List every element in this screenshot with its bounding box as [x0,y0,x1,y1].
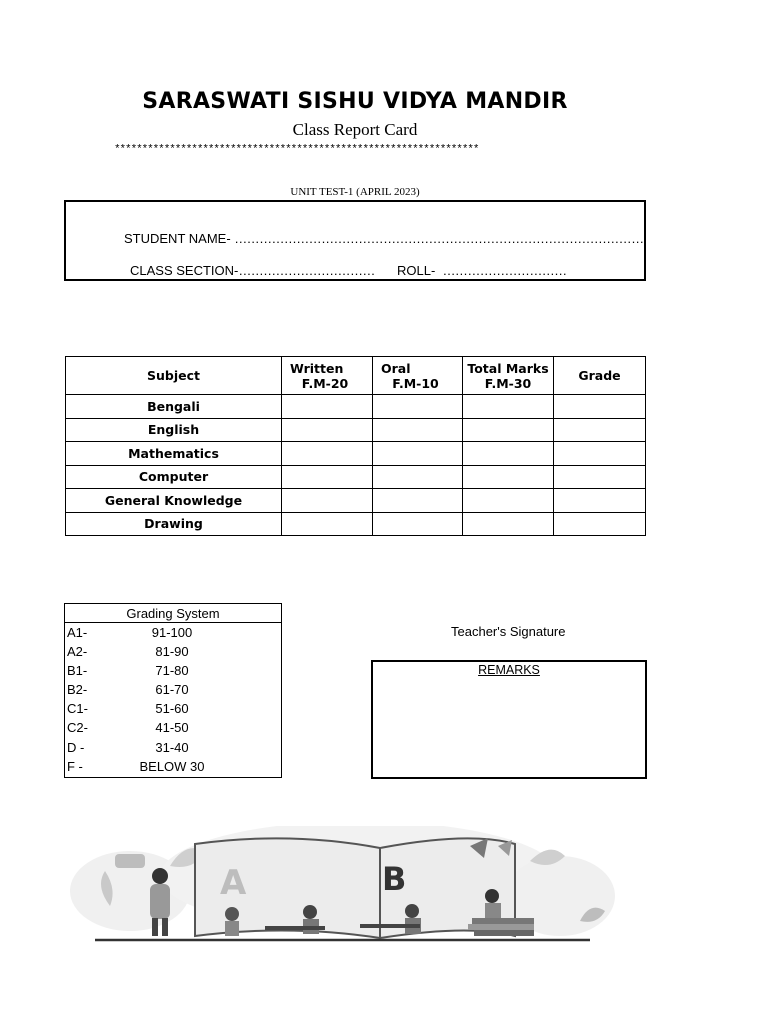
roll-dots: ………………………… [442,263,567,278]
subject-cell: English [66,418,282,442]
roll-label: ROLL- [397,263,436,278]
grade-range: 61-70 [155,682,189,698]
list-item [65,642,281,661]
grade-label: A1- [67,625,88,640]
subject-cell: Bengali [66,395,282,419]
header-subject: Subject [66,357,282,395]
grade-cell[interactable] [554,442,646,466]
student-info-box [64,200,646,281]
oral-cell[interactable] [373,395,463,419]
total-cell[interactable] [463,465,554,489]
header-oral-fm: F.M-10 [392,375,439,391]
roll-field[interactable] [397,263,567,278]
grade-label: D - [67,739,85,755]
star-divider: ****************************************************************** [114,144,479,156]
grade-label: C2- [67,720,88,736]
header-oral [373,357,463,395]
written-cell[interactable] [282,512,373,536]
header-oral-label: Oral [381,360,411,376]
total-cell[interactable] [463,442,554,466]
school-name: SARASWATI SISHU VIDYA MANDIR [142,89,568,114]
class-section-label: CLASS SECTION- [130,263,239,278]
grade-label: B1- [67,663,88,679]
subject-cell: Mathematics [66,442,282,466]
grade-cell[interactable] [554,418,646,442]
grade-cell[interactable] [554,489,646,513]
header-written [282,357,373,395]
written-cell[interactable] [282,395,373,419]
letter-b: B [382,860,407,898]
oral-cell[interactable] [373,512,463,536]
written-cell[interactable] [282,418,373,442]
exam-title: UNIT TEST-1 (APRIL 2023) [290,186,420,198]
written-cell[interactable] [282,489,373,513]
header-grade: Grade [554,357,646,395]
list-item [65,623,281,642]
class-section-dots: …………………………… [238,263,375,278]
header-written-label: Written [290,360,344,376]
list-item [65,718,281,737]
grade-label: C1- [67,701,88,717]
list-item [65,680,281,699]
table-row [66,442,646,466]
classroom-illustration-icon [60,826,620,946]
total-cell[interactable] [463,512,554,536]
oral-cell[interactable] [373,465,463,489]
total-cell[interactable] [463,489,554,513]
grade-range: 81-90 [155,644,189,660]
list-item [65,738,281,757]
letter-a: A [220,863,247,903]
marks-header-row [66,357,646,395]
grade-range: 71-80 [155,663,189,679]
list-item [65,699,281,718]
grade-range: 91-100 [151,625,193,640]
header-written-fm: F.M-20 [301,375,349,391]
oral-cell[interactable] [373,489,463,513]
subject-cell: General Knowledge [66,489,282,513]
header-total [463,357,554,395]
student-name-field[interactable] [124,231,643,246]
written-cell[interactable] [282,465,373,489]
grade-label: F - [67,758,83,774]
grading-system-box [64,603,282,778]
table-row [66,489,646,513]
grade-range: BELOW 30 [139,758,205,774]
table-row [66,418,646,442]
written-cell[interactable] [282,442,373,466]
marks-table [65,356,646,536]
grade-cell[interactable] [554,395,646,419]
table-row [66,465,646,489]
list-item [65,661,281,680]
report-card-subtitle: Class Report Card [292,120,418,139]
subject-cell: Drawing [66,512,282,536]
grade-range: 31-40 [155,739,189,755]
grade-cell[interactable] [554,512,646,536]
student-name-label: STUDENT NAME- [124,231,231,246]
grade-label: B2- [67,682,88,698]
grading-system-title: Grading System [65,604,281,623]
total-cell[interactable] [463,418,554,442]
class-section-field[interactable] [130,263,375,278]
total-cell[interactable] [463,395,554,419]
remarks-box[interactable] [371,660,647,779]
remarks-title: REMARKS [478,663,540,677]
grade-label: A2- [67,644,88,660]
grade-cell[interactable] [554,465,646,489]
table-row [66,512,646,536]
header-total-label: Total Marks [467,360,549,376]
student-name-dots: ……………………………………………………………………………………… [234,231,644,246]
header-total-fm: F.M-30 [484,375,532,391]
grade-range: 41-50 [155,720,189,736]
grade-range: 51-60 [155,701,189,717]
subject-cell: Computer [66,465,282,489]
oral-cell[interactable] [373,442,463,466]
list-item [65,757,281,776]
table-row [66,395,646,419]
teacher-signature-label: Teacher's Signature [451,624,566,639]
oral-cell[interactable] [373,418,463,442]
